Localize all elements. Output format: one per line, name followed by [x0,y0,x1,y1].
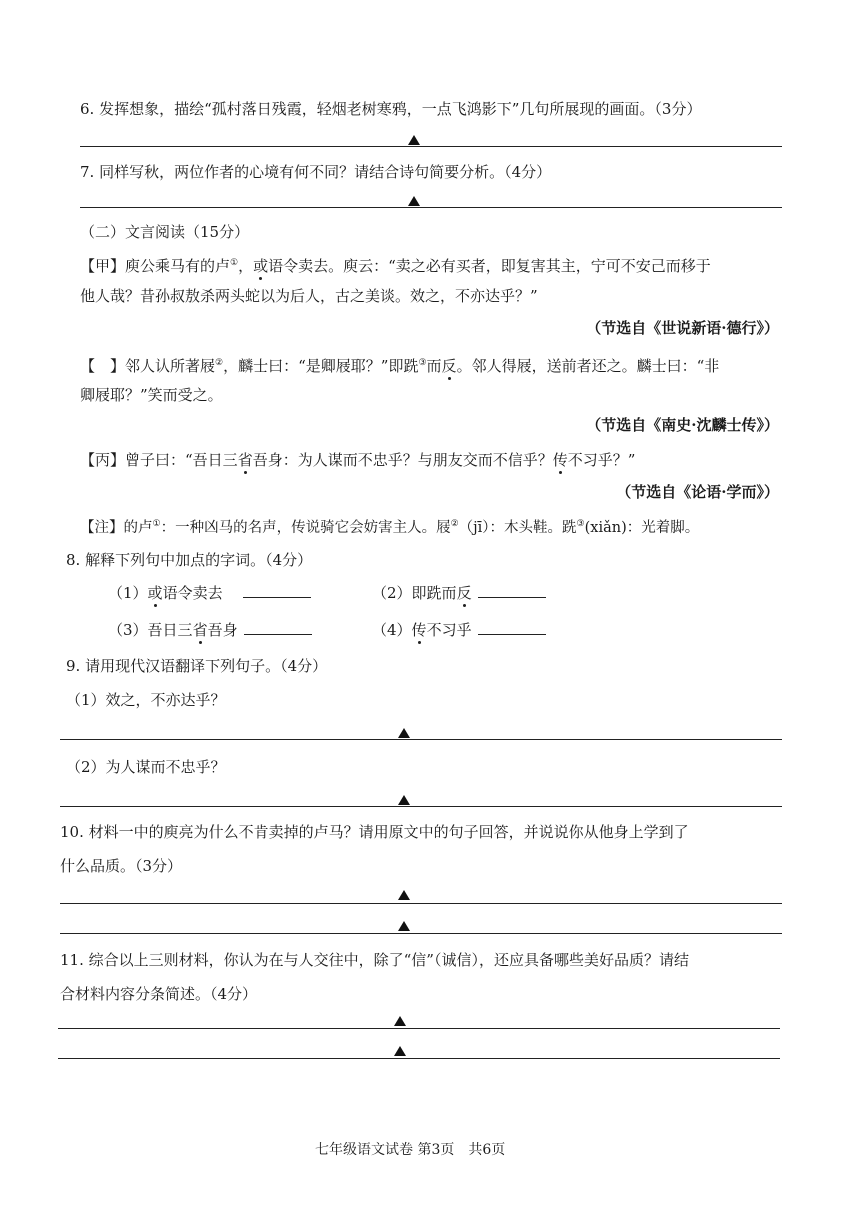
question-8: 8. 解释下列句中加点的字词。（4分） [66,551,313,569]
question-10-line1: 10. 材料一中的庾亮为什么不肯卖掉的卢马？请用原文中的句子回答，并说说你从他身上学到了 [60,823,689,841]
answer-marker-icon [394,1016,406,1026]
answer-line[interactable] [80,207,782,208]
passage-tag: 【甲】 [80,257,126,275]
blank-field[interactable] [478,620,546,635]
answer-line[interactable] [60,903,782,904]
blank-field[interactable] [243,583,311,598]
passage-tag: 【丙】 [80,451,126,469]
answer-line[interactable] [60,933,782,934]
answer-marker-icon [394,1046,406,1056]
dotted-char: 反 [441,357,457,375]
q8-item-3: （3）吾日三省吾身 [108,620,312,640]
question-11-line2: 合材料内容分条简述。（4分） [60,985,258,1003]
answer-marker-icon [398,795,410,805]
answer-line[interactable] [58,1058,780,1059]
question-10-line2: 什么品质。（3分） [60,857,183,875]
passage-jia-line2: 他人哉？昔孙叔敖杀两头蛇以为后人，古之美谈。效之，不亦达乎？” [80,287,538,305]
passage-source: （节选自《论语·学而》） [616,483,779,501]
answer-line[interactable] [60,806,782,807]
answer-marker-icon [398,728,410,738]
q9-sentence-2: （2）为人谋而不忠乎？ [66,758,226,776]
passage-yi-line1: 【 】邻人认所著屐②，麟士曰：“是卿屐耶？”即跣③而反。邻人得屐，送前者还之。麟士曰：“非 [80,357,720,375]
answer-line[interactable] [80,146,782,147]
q9-sentence-1: （1）效之，不亦达乎？ [66,691,226,709]
question-9: 9. 请用现代汉语翻译下列句子。（4分） [66,657,328,675]
q8-item-1: （1）或语令卖去 [108,583,311,603]
answer-marker-icon [398,890,410,900]
annotation-notes: 【注】的卢①：一种凶马的名声，传说骑它会妨害主人。屐②（jī）：木头鞋。跣③(xiǎn)：光着脚。 [80,519,700,536]
passage-source: （节选自《南史·沈麟士传》） [586,416,779,434]
question-6: 6. 发挥想象，描绘“孤村落日残霞，轻烟老树寒鸦，一点飞鸿影下”几句所展现的画面。（3分） [80,100,702,118]
passage-tag: 【 】 [80,357,126,375]
q8-item-2: （2）即跣而反 [372,583,546,603]
passage-bing-line1: 【丙】曾子曰：“吾日三省吾身：为人谋而不忠乎？与朋友交而不信乎？传不习乎？” [80,451,636,469]
passage-yi-line2: 卿屐耶？”笑而受之。 [80,386,223,404]
answer-line[interactable] [60,739,782,740]
answer-marker-icon [408,135,420,145]
answer-marker-icon [408,196,420,206]
dotted-char: 省 [237,451,253,469]
passage-jia-line1: 【甲】庾公乘马有的卢①，或语令卖去。庾云：“卖之必有买者，即复害其主，宁可不安己而移于 [80,257,711,275]
dotted-char: 或 [253,257,269,275]
answer-marker-icon [398,921,410,931]
question-11-line1: 11. 综合以上三则材料，你认为在与人交往中，除了“信”（诚信），还应具备哪些美好品质？请结 [60,951,689,969]
dotted-char: 传 [552,451,568,469]
q8-item-4: （4）传不习乎 [372,620,546,640]
blank-field[interactable] [244,620,312,635]
question-7: 7. 同样写秋，两位作者的心境有何不同？请结合诗句简要分析。（4分） [80,163,552,181]
blank-field[interactable] [478,583,546,598]
page-footer: 七年级语文试卷 第3页 共6页 [315,1142,506,1158]
passage-source: （节选自《世说新语·德行》） [586,319,779,337]
answer-line[interactable] [58,1028,780,1029]
section-title: （二）文言阅读（15分） [80,223,250,241]
